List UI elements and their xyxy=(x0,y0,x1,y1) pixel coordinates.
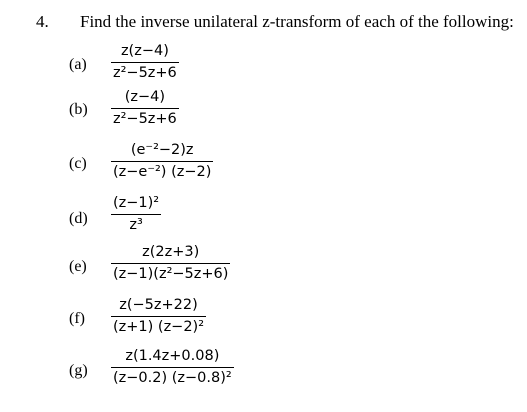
item-e-denominator: (z−1)(z²−5z+6) xyxy=(113,265,229,282)
item-c-fraction xyxy=(111,143,213,179)
item-d-label: (d) xyxy=(69,210,88,227)
item-c-denominator: (z−e⁻²) (z−2) xyxy=(113,163,212,180)
item-b-label: (b) xyxy=(69,101,88,118)
question-number: 4. xyxy=(36,12,49,31)
item-f-fraction xyxy=(111,298,206,334)
item-a-label: (a) xyxy=(69,56,87,73)
item-d-numerator: (z−1)² xyxy=(113,195,160,211)
item-c-numerator: (e⁻²−2)z xyxy=(130,142,194,158)
item-e-numerator: z(2z+3) xyxy=(142,244,200,260)
item-d-denominator: z³ xyxy=(129,216,143,233)
question-prompt: Find the inverse unilateral z-transform of each of the following: xyxy=(80,12,514,31)
item-f-denominator: (z+1) (z−2)² xyxy=(113,318,205,335)
item-g-numerator: z(1.4z+0.08) xyxy=(125,348,220,364)
item-c-label: (c) xyxy=(69,155,87,172)
item-f-label: (f) xyxy=(69,310,85,327)
item-g-fraction xyxy=(111,349,234,385)
item-b-fraction xyxy=(111,90,179,126)
item-g-denominator: (z−0.2) (z−0.8)² xyxy=(113,369,232,386)
item-d-fraction xyxy=(111,196,161,232)
item-g-label: (g) xyxy=(69,362,88,379)
item-a-fraction xyxy=(111,44,179,80)
item-a-denominator: z²−5z+6 xyxy=(113,64,177,81)
item-b-numerator: (z−4) xyxy=(124,89,166,105)
item-e-fraction xyxy=(111,245,230,281)
item-a-numerator: z(z−4) xyxy=(120,43,169,59)
item-f-numerator: z(−5z+22) xyxy=(119,297,198,313)
item-b-denominator: z²−5z+6 xyxy=(113,110,177,127)
item-e-label: (e) xyxy=(69,258,87,275)
